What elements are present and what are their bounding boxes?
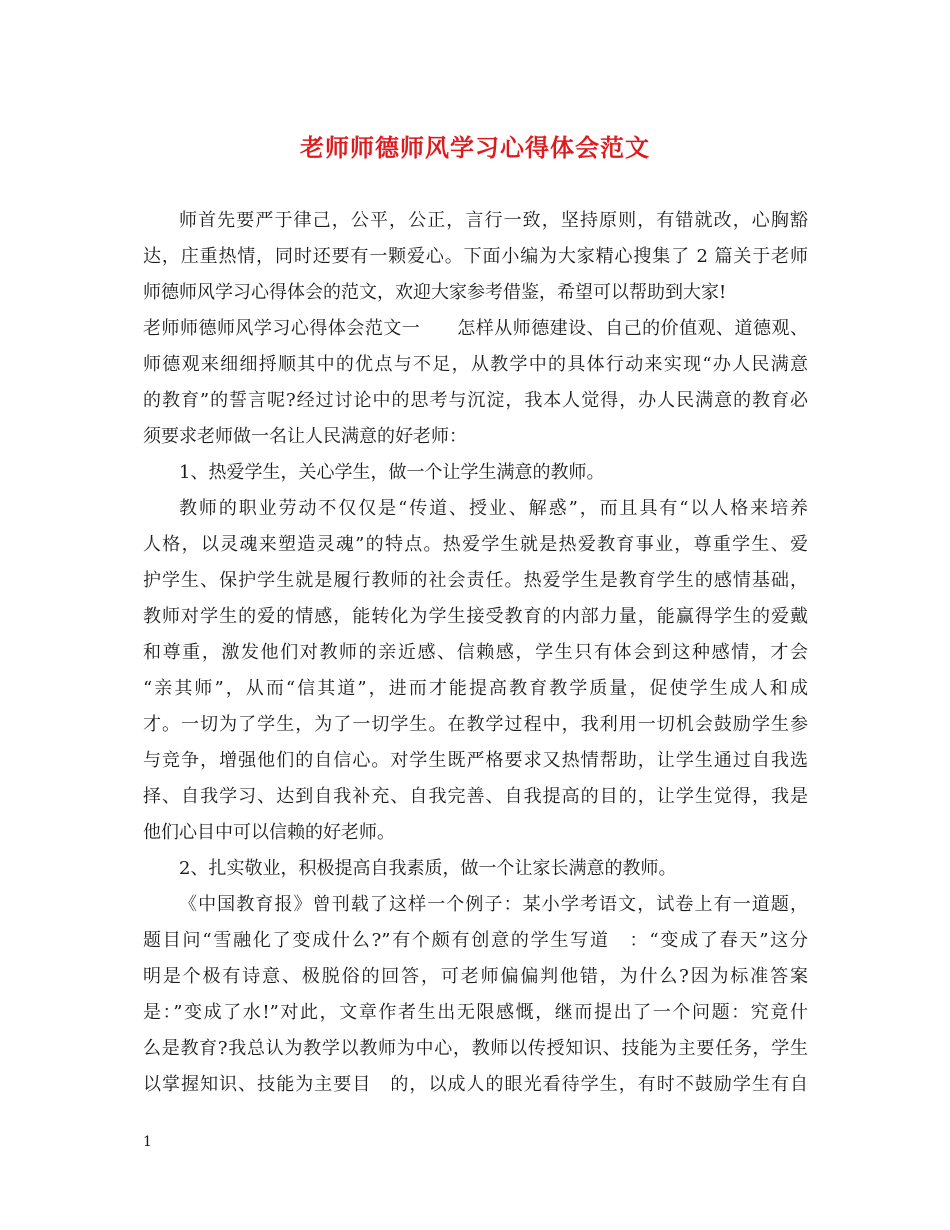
text-line: 的教育”的誓言呢?经过讨论中的思考与沉淀，我本人觉得，办人民满意的教育必 — [143, 390, 808, 411]
section-heading-2: 2、扎实敬业，积极提高自我素质，做一个让家长满意的教师。 — [179, 858, 677, 879]
text-line: 和尊重，激发他们对教师的亲近感、信赖感，学生只有体会到这种感情，才会 — [143, 642, 808, 663]
text-line: 人格，以灵魂来塑造灵魂”的特点。热爱学生就是热爱教育事业，尊重学生、爱 — [143, 534, 808, 555]
text-line: 须要求老师做一名让人民满意的好老师： — [143, 426, 467, 447]
text-line: 老师师德师风学习心得体会范文一 怎样从师德建设、自己的价值观、道德观、 — [143, 318, 808, 339]
text-line: 达，庄重热情，同时还要有一颗爱心。下面小编为大家精心搜集了 2 篇关于老师 — [143, 246, 808, 267]
text-line: 师首先要严于律己，公平，公正，言行一致，坚持原则，有错就改，心胸豁 — [179, 210, 808, 231]
text-line: 护学生、保护学生就是履行教师的社会责任。热爱学生是教育学生的感情基础， — [143, 570, 808, 591]
section-heading-1: 1、热爱学生，关心学生，做一个让学生满意的教师。 — [179, 462, 605, 483]
text-line: 才。一切为了学生，为了一切学生。在教学过程中，我利用一切机会鼓励学生参 — [143, 714, 808, 735]
text-line: 《中国教育报》曾刊载了这样一个例子：某小学考语文，试卷上有一道题， — [179, 894, 808, 915]
document-title: 老师师德师风学习心得体会范文 — [300, 133, 650, 162]
text-line: 题目问“雪融化了变成什么?”有个颇有创意的学生写道 ：“变成了春天”这分 — [143, 930, 808, 951]
page-number: 1 — [143, 1134, 152, 1150]
text-line: 以掌握知识、技能为主要目 的，以成人的眼光看待学生，有时不鼓励学生有自 — [143, 1074, 808, 1095]
text-line: 择、自我学习、达到自我补充、自我完善、自我提高的目的，让学生觉得，我是 — [143, 786, 808, 807]
text-line: 他们心目中可以信赖的好老师。 — [143, 822, 395, 843]
text-line: 教师对学生的爱的情感，能转化为学生接受教育的内部力量，能赢得学生的爱戴 — [143, 606, 808, 627]
text-line: 与竞争，增强他们的自信心。对学生既严格要求又热情帮助，让学生通过自我选 — [143, 750, 808, 771]
text-line: 师德观来细细捋顺其中的优点与不足，从教学中的具体行动来实现“办人民满意 — [143, 354, 808, 375]
text-line: 么是教育?我总认为教学以教师为中心，教师以传授知识、技能为主要任务，学生 — [143, 1038, 808, 1059]
text-line: 教师的职业劳动不仅仅是“传道、授业、解惑”，而且具有“以人格来培养 — [179, 498, 808, 519]
text-line: “亲其师”，从而“信其道”，进而才能提高教育教学质量，促使学生成人和成 — [143, 678, 808, 699]
text-line: 是：”变成了水!”对此，文章作者生出无限感慨，继而提出了一个问题：究竟什 — [143, 1002, 808, 1023]
text-line: 明是个极有诗意、极脱俗的回答，可老师偏偏判他错，为什么?因为标准答案 — [143, 966, 808, 987]
text-line: 师德师风学习心得体会的范文，欢迎大家参考借鉴，希望可以帮助到大家! — [143, 282, 727, 303]
document-body — [143, 203, 808, 1103]
